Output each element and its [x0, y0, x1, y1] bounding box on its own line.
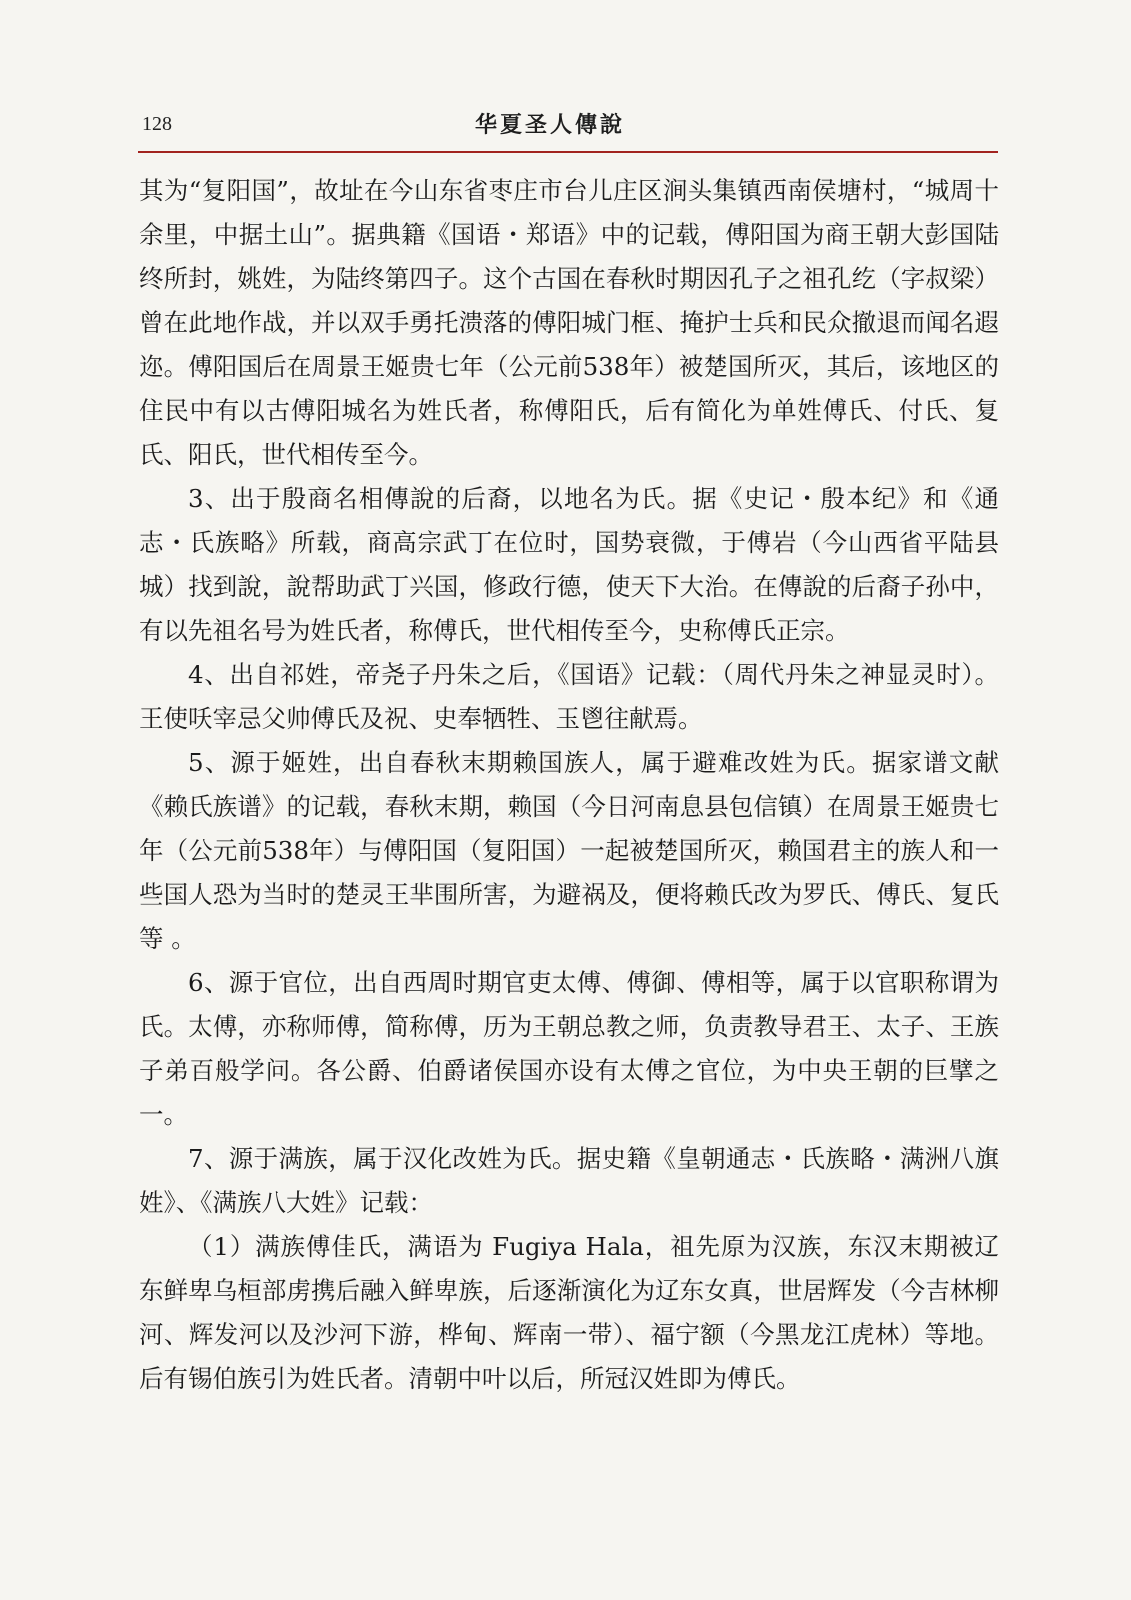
- running-title: 华夏圣人傳說: [475, 113, 626, 138]
- page-number: 128: [142, 113, 172, 135]
- paragraph-origin-3: 3、出于殷商名相傳說的后裔，以地名为氏。据《史记・殷本纪》和《通志・氏族略》所载，商高宗武丁在位时，国势衰微，于傅岩（今山西省平陆县城）找到說，說帮助武丁兴国，修政行德，使天下大治。在傳說的后裔子孙中，有以先祖名号为姓氏者，称傅氏，世代相传至今，史称傅氏正宗。: [139, 484, 999, 645]
- body-text: [139, 169, 999, 1401]
- paragraph-manchu-fugiya: （1）满族傅佳氏，满语为 Fugiya Hala，祖先原为汉族，东汉末期被辽东鲜卑乌桓部虏携后融入鲜卑族，后逐渐演化为辽东女真，世居辉发（今吉林柳河、辉发河以及沙河下游，桦甸、辉南一带）、福宁额（今黑龙江虎林）等地。后有锡伯族引为姓氏者。清朝中叶以后，所冠汉姓即为傅氏。: [139, 1232, 999, 1393]
- paragraph-origin-5: 5、源于姬姓，出自春秋末期赖国族人，属于避难改姓为氏。据家谱文献《赖氏族谱》的记载，春秋末期，赖国（今日河南息县包信镇）在周景王姬贵七年（公元前538年）与傅阳国（复阳国）一起被楚国所灭，赖国君主的族人和一些国人恐为当时的楚灵王芈围所害，为避祸及，便将赖氏改为罗氏、傅氏、复氏等 。: [139, 748, 999, 953]
- paragraph-origin-7: 7、源于满族，属于汉化改姓为氏。据史籍《皇朝通志・氏族略・满洲八旗姓》、《满族八大姓》记载：: [139, 1144, 999, 1217]
- header-rule: [138, 151, 998, 153]
- paragraph-continued: 其为“复阳国”，故址在今山东省枣庄市台儿庄区涧头集镇西南侯塘村，“城周十余里，中据土山”。据典籍《国语・郑语》中的记载，傅阳国为商王朝大彭国陆终所封，姚姓，为陆终第四子。这个古国在春秋时期因孔子之祖孔纥（字叔梁）曾在此地作战，并以双手勇托溃落的傅阳城门框、掩护士兵和民众撤退而闻名遐迩。傅阳国后在周景王姬贵七年（公元前538年）被楚国所灭，其后，该地区的住民中有以古傅阳城名为姓氏者，称傅阳氏，后有简化为单姓傅氏、付氏、复氏、阳氏，世代相传至今。: [139, 176, 999, 469]
- paragraph-origin-6: 6、源于官位，出自西周时期官吏太傅、傅御、傅相等，属于以官职称谓为氏。太傅，亦称师傅，简称傅，历为王朝总教之师，负责教导君王、太子、王族子弟百般学问。各公爵、伯爵诸侯国亦设有太傅之官位，为中央王朝的巨擘之一。: [139, 968, 999, 1129]
- paragraph-origin-4: 4、出自祁姓，帝尧子丹朱之后，《国语》记载：（周代丹朱之神显灵时）。王使㕭宰忌父帅傅氏及祝、史奉牺牲、玉鬯往献焉。: [139, 660, 999, 733]
